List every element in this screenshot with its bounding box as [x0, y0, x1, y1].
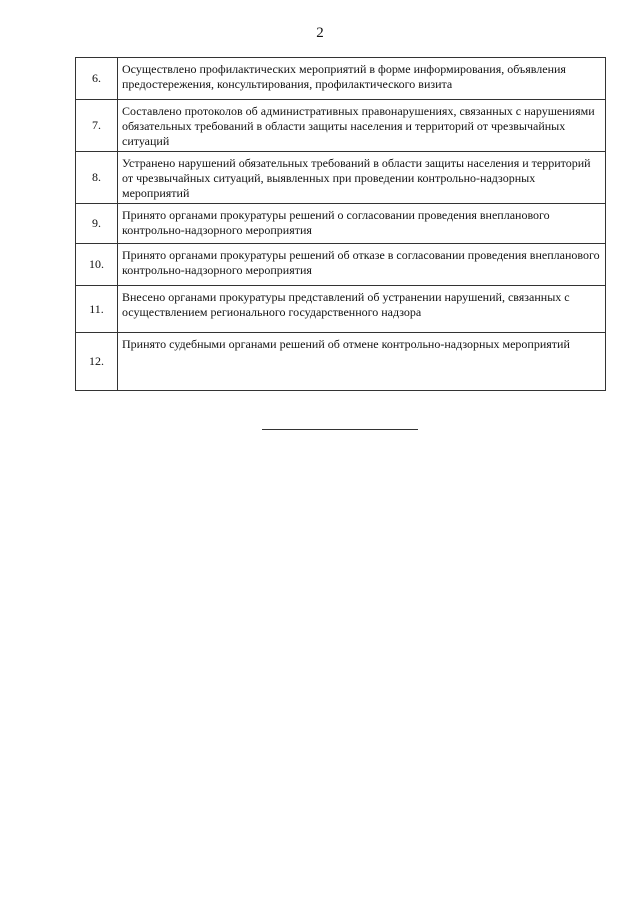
table-row — [76, 58, 606, 100]
row-text: Принято судебными органами решений об отмене контрольно-надзорных мероприятий — [118, 333, 606, 391]
table-row — [76, 244, 606, 286]
row-text: Принято органами прокуратуры решений о согласовании проведения внепланового контрольно-надзорного мероприятия — [118, 204, 606, 244]
row-number: 8. — [76, 152, 118, 204]
row-number: 7. — [76, 100, 118, 152]
row-number: 9. — [76, 204, 118, 244]
row-text: Устранено нарушений обязательных требований в области защиты населения и территорий от чрезвычайных ситуаций, выявленных при проведении контрольно-надзорных мероприятий — [118, 152, 606, 204]
row-text: Осуществлено профилактических мероприятий в форме информирования, объявления предостережения, консультирования, профилактического визита — [118, 58, 606, 100]
indicators-table — [75, 57, 606, 391]
table-row — [76, 100, 606, 152]
row-number: 6. — [76, 58, 118, 100]
table-row — [76, 204, 606, 244]
table-row — [76, 333, 606, 391]
row-number: 11. — [76, 286, 118, 333]
row-number: 10. — [76, 244, 118, 286]
row-text: Внесено органами прокуратуры представлений об устранении нарушений, связанных с осуществлением регионального государственного надзора — [118, 286, 606, 333]
end-of-document-line — [262, 429, 418, 430]
row-text: Принято органами прокуратуры решений об отказе в согласовании проведения внепланового контрольно-надзорного мероприятия — [118, 244, 606, 286]
row-text: Составлено протоколов об административных правонарушениях, связанных с нарушениями обязательных требований в области защиты населения и территорий от чрезвычайных ситуаций — [118, 100, 606, 152]
table-row — [76, 286, 606, 333]
page-number: 2 — [316, 25, 324, 41]
table-row — [76, 152, 606, 204]
row-number: 12. — [76, 333, 118, 391]
